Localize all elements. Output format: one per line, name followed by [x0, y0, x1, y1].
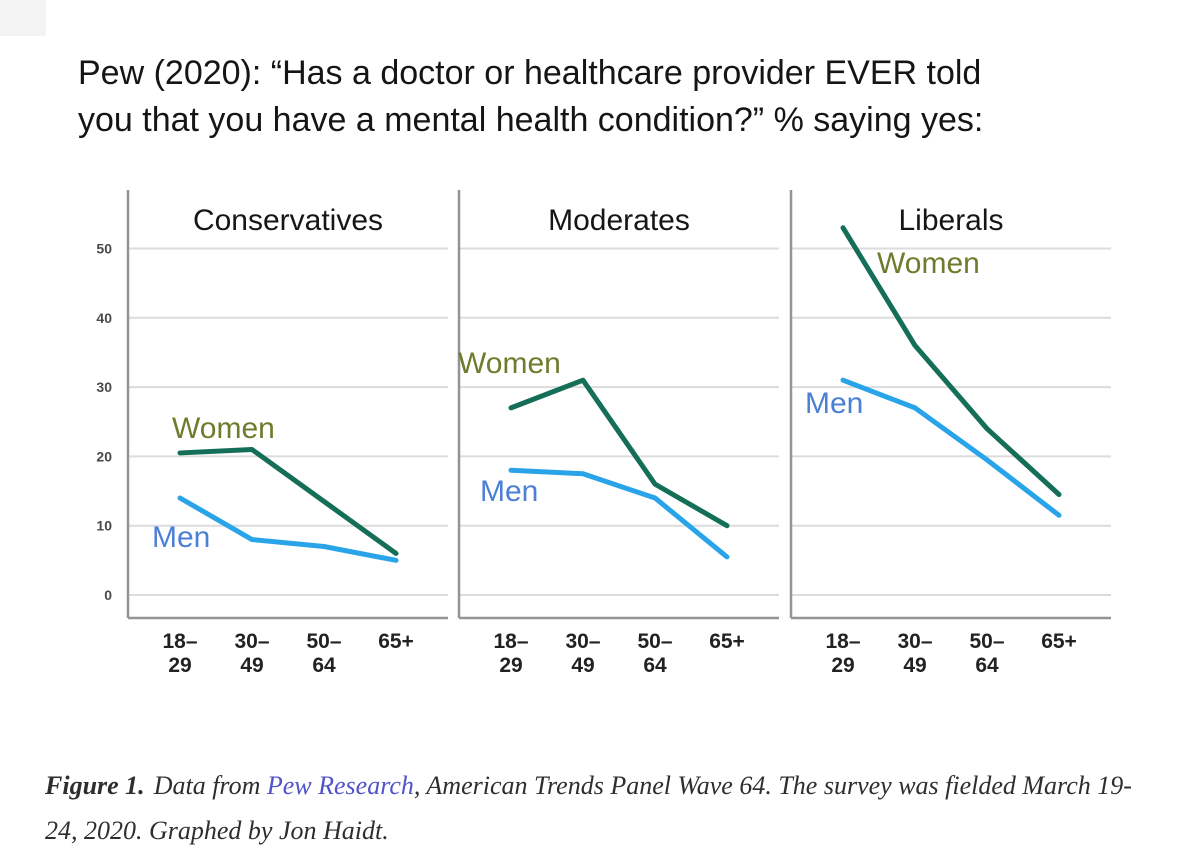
liberals-men-label: Men [805, 387, 864, 420]
moderates-men-line [511, 470, 727, 557]
x-tick-18-29: 29 [831, 654, 855, 677]
chart-title [78, 50, 1158, 144]
conservatives-women-label: Women [172, 412, 275, 445]
x-tick-18-29: 18– [825, 630, 861, 653]
moderates-women-line [511, 380, 727, 526]
caption-text-after-link: , American Trends Panel Wave 64. The survey was fielded March 19-24, 2020. Graphed by Jon Haidt. [45, 771, 1132, 845]
x-tick-65+: 65+ [1041, 630, 1077, 653]
x-tick-65+: 65+ [709, 630, 745, 653]
x-tick-18-29: 18– [162, 630, 198, 653]
x-tick-18-29: 29 [168, 654, 192, 677]
x-tick-30-49: 30– [565, 630, 601, 653]
conservatives-women-line [180, 449, 396, 553]
x-tick-50-64: 50– [969, 630, 1005, 653]
x-tick-18-29: 18– [493, 630, 529, 653]
panel-title-liberals: Liberals [898, 204, 1004, 237]
y-tick-20: 20 [96, 448, 112, 465]
liberals-men-line [843, 380, 1059, 515]
x-tick-30-49: 30– [234, 630, 270, 653]
corner-artifact [0, 0, 46, 36]
x-tick-18-29: 29 [499, 654, 523, 677]
y-tick-0: 0 [104, 587, 112, 603]
figure-caption [45, 763, 1135, 853]
x-tick-30-49: 49 [240, 654, 264, 677]
liberals-women-label: Women [877, 247, 980, 280]
figure-label: Figure 1. [45, 771, 145, 800]
x-tick-50-64: 50– [306, 630, 342, 653]
y-tick-40: 40 [96, 309, 112, 326]
y-tick-30: 30 [96, 379, 112, 396]
moderates-women-label: Women [458, 347, 561, 380]
moderates-men-label: Men [480, 475, 539, 508]
caption-text-before-link: Data from [153, 771, 261, 800]
chart-title-line1: Pew (2020): “Has a doctor or healthcare provider EVER told [78, 54, 982, 92]
pew-research-link[interactable]: Pew Research [266, 771, 414, 800]
panel-title-conservatives: Conservatives [192, 204, 384, 237]
survey-line-chart [0, 185, 1196, 690]
x-tick-30-49: 49 [903, 654, 927, 677]
x-tick-30-49: 49 [571, 654, 595, 677]
y-tick-10: 10 [96, 517, 112, 534]
conservatives-men-label: Men [152, 521, 211, 554]
x-tick-65+: 65+ [378, 630, 414, 653]
x-tick-50-64: 64 [643, 654, 667, 677]
x-tick-30-49: 30– [897, 630, 933, 653]
y-tick-50: 50 [96, 240, 112, 257]
x-tick-50-64: 64 [975, 654, 999, 677]
panel-title-moderates: Moderates [548, 204, 690, 237]
chart-title-line2: you that you have a mental health condition?” % saying yes: [78, 101, 984, 139]
x-tick-50-64: 64 [312, 654, 336, 677]
x-tick-50-64: 50– [637, 630, 673, 653]
